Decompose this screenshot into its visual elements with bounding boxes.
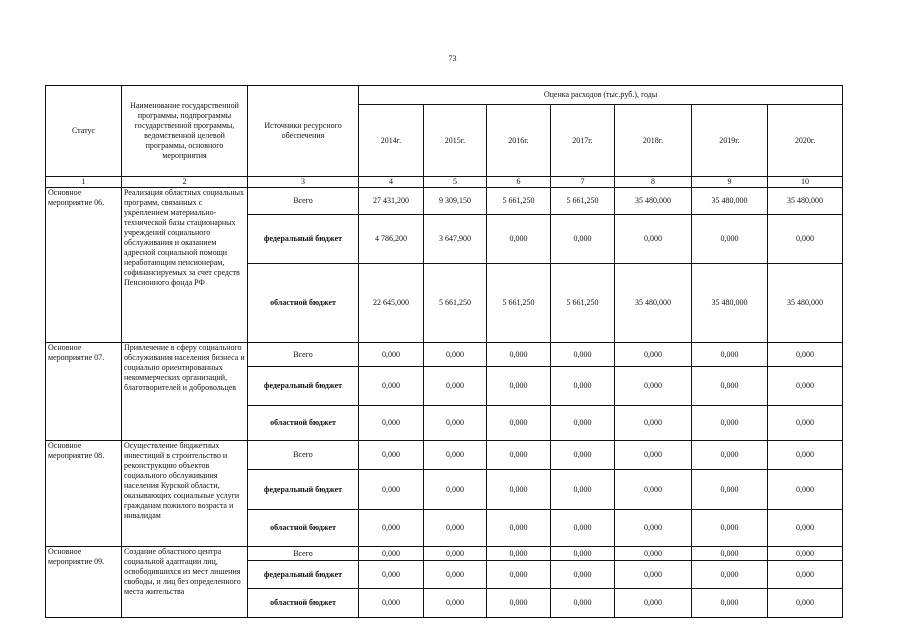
table-row [46,188,843,215]
expense-value: 0,000 [768,510,843,547]
header-source: Источники ресурсного обеспечения [248,86,359,177]
header-year: 2020г. [768,105,843,177]
expense-value: 5 661,250 [551,264,615,343]
funding-source: Всего [248,441,359,470]
expense-value: 22 645,000 [359,264,424,343]
expense-value: 0,000 [424,441,487,470]
expense-value: 3 647,900 [424,215,487,264]
column-number: 6 [487,177,551,188]
expense-value: 0,000 [359,367,424,406]
expense-value: 35 480,000 [768,188,843,215]
activity-status: Основное мероприятие 08. [46,441,122,547]
expense-value: 35 480,000 [615,264,692,343]
funding-source: областной бюджет [248,589,359,618]
expense-value: 0,000 [615,343,692,367]
expense-value: 0,000 [487,441,551,470]
expense-value: 0,000 [487,343,551,367]
column-number: 7 [551,177,615,188]
expense-value: 0,000 [768,343,843,367]
header-year: 2018г. [615,105,692,177]
expense-value: 5 661,250 [487,264,551,343]
expense-value: 5 661,250 [487,188,551,215]
column-number: 5 [424,177,487,188]
expense-value: 0,000 [359,406,424,441]
expense-value: 0,000 [615,406,692,441]
expense-value: 0,000 [615,367,692,406]
expense-value: 0,000 [551,470,615,510]
expense-value: 0,000 [692,561,768,589]
expense-value: 0,000 [359,470,424,510]
expense-value: 0,000 [424,343,487,367]
expense-value: 0,000 [551,406,615,441]
expense-value: 0,000 [551,547,615,561]
page-number: 73 [448,54,457,63]
column-number: 8 [615,177,692,188]
expense-value: 0,000 [768,406,843,441]
expense-value: 0,000 [768,561,843,589]
expense-value: 0,000 [424,406,487,441]
expense-value: 0,000 [768,215,843,264]
expense-value: 0,000 [487,215,551,264]
expense-value: 0,000 [551,510,615,547]
expense-value: 0,000 [359,547,424,561]
expense-value: 0,000 [692,547,768,561]
table-row [46,441,843,470]
expense-value: 0,000 [487,547,551,561]
funding-source: Всего [248,343,359,367]
expense-value: 0,000 [487,589,551,618]
expense-value: 0,000 [424,470,487,510]
expense-value: 0,000 [768,589,843,618]
expense-value: 0,000 [692,510,768,547]
funding-source: федеральный бюджет [248,367,359,406]
expense-value: 0,000 [424,589,487,618]
column-number: 3 [248,177,359,188]
expense-value: 0,000 [692,406,768,441]
table-row [46,343,843,367]
funding-source: федеральный бюджет [248,215,359,264]
expense-value: 0,000 [359,510,424,547]
expense-value: 0,000 [551,561,615,589]
expense-value: 0,000 [424,510,487,547]
header-estimate: Оценка расходов (тыс.руб.), годы [359,86,843,105]
column-number: 4 [359,177,424,188]
expense-value: 4 786,200 [359,215,424,264]
expense-value: 27 431,200 [359,188,424,215]
activity-status: Основное мероприятие 07. [46,343,122,441]
expense-value: 0,000 [615,470,692,510]
expense-value: 0,000 [692,343,768,367]
funding-source: федеральный бюджет [248,561,359,589]
header-year: 2016г. [487,105,551,177]
expense-value: 9 309,150 [424,188,487,215]
expense-value: 0,000 [424,547,487,561]
activity-status: Основное мероприятие 06. [46,188,122,343]
expense-value: 0,000 [615,547,692,561]
expense-value: 0,000 [551,367,615,406]
column-number: 2 [122,177,248,188]
expense-value: 0,000 [768,441,843,470]
expense-value: 35 480,000 [692,188,768,215]
expense-value: 0,000 [359,441,424,470]
expense-value: 0,000 [487,406,551,441]
expense-value: 5 661,250 [424,264,487,343]
expense-value: 0,000 [551,589,615,618]
expense-value: 0,000 [487,367,551,406]
expense-value: 0,000 [615,510,692,547]
header-year: 2017г. [551,105,615,177]
column-number: 1 [46,177,122,188]
expense-value: 0,000 [615,215,692,264]
expense-value: 0,000 [615,589,692,618]
activity-status: Основное мероприятие 09. [46,547,122,618]
expense-value: 5 661,250 [551,188,615,215]
expense-value: 0,000 [487,470,551,510]
header-status: Статус [46,86,122,177]
expense-value: 0,000 [424,367,487,406]
expense-value: 0,000 [551,343,615,367]
expense-value: 0,000 [359,589,424,618]
expense-value: 0,000 [615,441,692,470]
expense-value: 0,000 [551,441,615,470]
expense-value: 0,000 [487,510,551,547]
column-number: 10 [768,177,843,188]
expense-value: 35 480,000 [768,264,843,343]
expense-value: 0,000 [692,441,768,470]
activity-name: Создание областного центра социальной адаптации лиц, освободившихся из мест лишения свободы, и лиц без определенного места жительства [122,547,248,618]
header-year: 2019г. [692,105,768,177]
funding-source: областной бюджет [248,510,359,547]
expense-value: 0,000 [768,547,843,561]
expense-value: 0,000 [551,215,615,264]
expense-value: 0,000 [768,470,843,510]
expense-value: 0,000 [692,470,768,510]
funding-source: федеральный бюджет [248,470,359,510]
column-number: 9 [692,177,768,188]
funding-source: областной бюджет [248,264,359,343]
expense-value: 0,000 [692,589,768,618]
header-year: 2015г. [424,105,487,177]
expense-value: 0,000 [692,367,768,406]
expense-value: 35 480,000 [692,264,768,343]
expense-value: 0,000 [615,561,692,589]
funding-source: Всего [248,547,359,561]
table-row [46,547,843,561]
expense-value: 0,000 [692,215,768,264]
expense-value: 0,000 [359,561,424,589]
expense-value: 0,000 [487,561,551,589]
header-year: 2014г. [359,105,424,177]
column-number-row [46,177,843,188]
expense-value: 0,000 [424,561,487,589]
funding-source: Всего [248,188,359,215]
expense-value: 0,000 [768,367,843,406]
activity-name: Реализация областных социальных программ, связанных с укреплением материально-технической базы стационарных учреждений социального обслуживания и оказанием адресной социальной помощи неработающим пенсионерам, софинансируемых за счет средств Пенсионного фонда РФ [122,188,248,343]
funding-source: областной бюджет [248,406,359,441]
expense-value: 35 480,000 [615,188,692,215]
expense-value: 0,000 [359,343,424,367]
header-name: Наименование государственной программы, подпрограммы государственной программы, ведомственной целевой программы, основного мероприятия [122,86,248,177]
activity-name: Привлечение в сферу социального обслуживания населения бизнеса и социально ориентированных некоммерческих организаций, благотворителей и добровольцев [122,343,248,441]
activity-name: Осуществление бюджетных инвестиций в строительство и реконструкцию объектов социального обслуживания населения Курской области, оказывающих социальные услуги гражданам пожилого возраста и инвалидам [122,441,248,547]
budget-table [45,85,843,618]
